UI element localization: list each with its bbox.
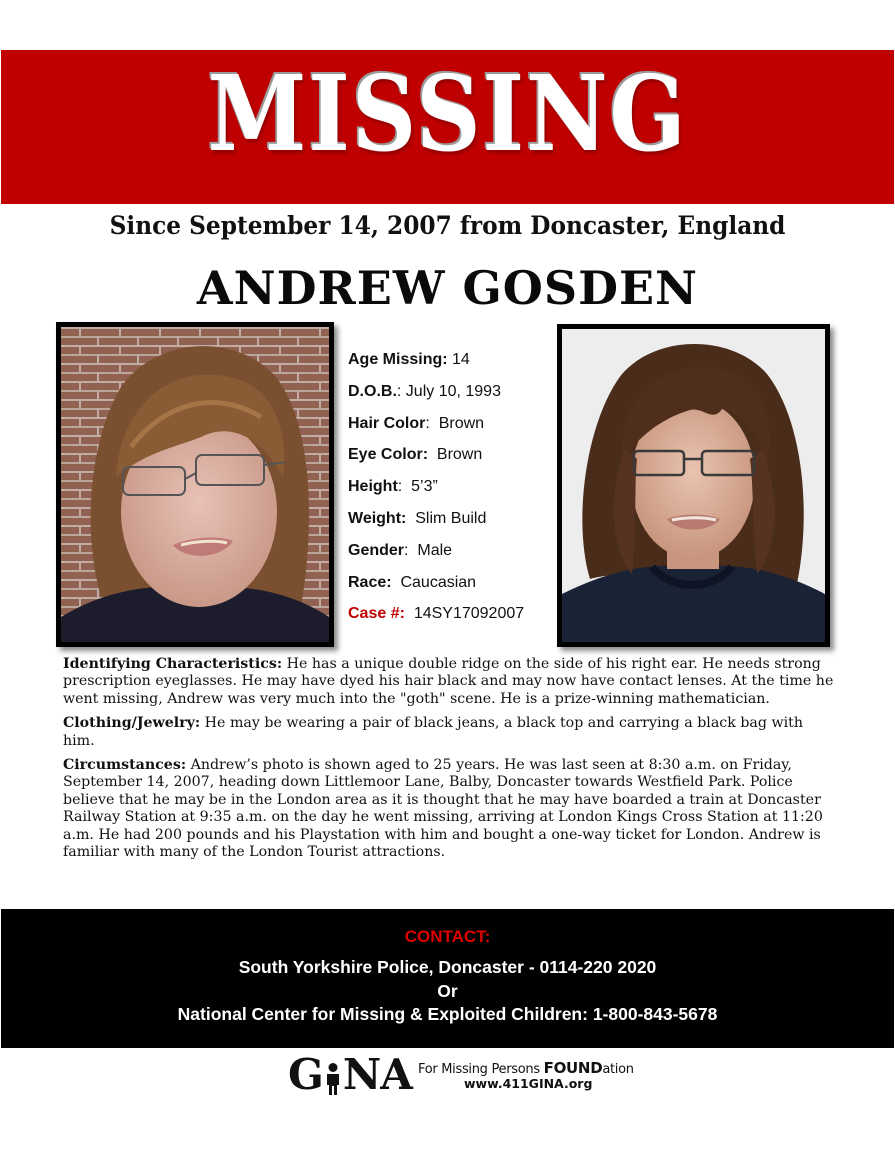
contact-ncmec: National Center for Missing & Exploited Children: 1-800-843-5678 (177, 1004, 718, 1024)
detail-dob (348, 376, 553, 408)
section-text: He has a unique double ridge on the side of his right ear. He needs strong prescription eyeglasses. He may have dyed his hair black and may now have contact lenses. At the time he went missing, Andrew was very much into the "goth" scene. He is a prize-winning mathematician. (63, 656, 834, 707)
section-label: Circumstances: (63, 757, 187, 774)
detail-value: 14SY17092007 (404, 605, 525, 623)
contact-box (1, 909, 894, 1048)
detail-weight (348, 503, 553, 535)
section-identifying-characteristics (63, 656, 838, 708)
tagline-text-end: ation (602, 1062, 634, 1077)
section-text: Andrew’s photo is shown aged to 25 years. He was last seen at 8:30 a.m. on Friday, September 14, 2007, heading down Littlemoor Lane, Balby, Doncaster towards Westfield Park. Police believe that he may be in the London area as it is thought that he may have boarded a train at Doncaster Railway Station at 9:35 a.m. on the day he went missing, arriving at London Kings Cross Station at 11:20 a.m. He had 200 pounds and his Playstation with him and bought a one-way ticket for London. Andrew is familiar with many of the London Tourist attractions. (63, 757, 823, 861)
section-label: Clothing/Jewelry: (63, 715, 201, 732)
detail-value: Brown (429, 414, 485, 432)
detail-label: Age Missing: (348, 351, 448, 368)
section-clothing-jewelry (63, 715, 838, 750)
detail-label: Weight: (348, 509, 407, 527)
detail-case-number (348, 598, 553, 630)
section-circumstances (63, 757, 838, 861)
detail-value: Male (408, 541, 453, 559)
detail-value: 14 (447, 351, 470, 368)
gina-tagline (418, 1059, 634, 1077)
missing-title: MISSING (207, 52, 688, 175)
gina-letters-na: NA (342, 1050, 412, 1099)
detail-label: Eye Color: (348, 446, 429, 464)
detail-separator: : (396, 382, 402, 400)
detail-separator: : (425, 414, 430, 432)
section-label: Identifying Characteristics: (63, 656, 283, 672)
detail-value: Caucasian (391, 573, 477, 591)
photo-age-14 (56, 322, 334, 647)
tagline-bold-text: FOUND (543, 1059, 603, 1077)
section-text: He may be wearing a pair of black jeans, a black top and carrying a black bag with him. (63, 715, 804, 749)
person-figure-icon (324, 1060, 342, 1092)
detail-age-missing (348, 344, 553, 376)
contact-heading: CONTACT: (404, 927, 491, 946)
gina-letter-g: G (288, 1050, 323, 1099)
contact-police: South Yorkshire Police, Doncaster - 0114-220 2020 (238, 957, 657, 977)
detail-value: July 10, 1993 (401, 382, 501, 400)
detail-value: Slim Build (406, 509, 487, 527)
detail-gender (348, 535, 553, 567)
gina-website: www.411GINA.org (464, 1076, 593, 1091)
detail-label: D.O.B. (348, 382, 397, 400)
detail-hair-color (348, 408, 553, 440)
gina-logo (288, 1050, 634, 1099)
contact-or: Or (437, 981, 458, 1001)
tagline-text: For Missing Persons (418, 1062, 544, 1077)
detail-race (348, 567, 553, 599)
detail-label: Height (348, 478, 398, 496)
details-list (348, 344, 553, 630)
detail-separator: : (404, 541, 409, 559)
photo-age-progressed (557, 324, 830, 647)
detail-label: Gender (348, 541, 405, 559)
detail-value: Brown (428, 446, 483, 464)
portrait-image (61, 327, 329, 642)
detail-height (348, 471, 553, 503)
detail-eye-color (348, 439, 553, 471)
person-name: ANDREW GOSDEN (196, 261, 699, 315)
detail-label: Case #: (348, 605, 405, 623)
detail-value: 5’3” (402, 478, 438, 496)
detail-label: Race: (348, 573, 392, 591)
portrait-image (562, 329, 825, 642)
description-sections (63, 656, 838, 868)
missing-since-subtitle: Since September 14, 2007 from Doncaster, England (109, 211, 786, 240)
detail-label: Hair Color (348, 414, 426, 432)
detail-separator: : (397, 478, 403, 496)
gina-wordmark (288, 1050, 412, 1099)
